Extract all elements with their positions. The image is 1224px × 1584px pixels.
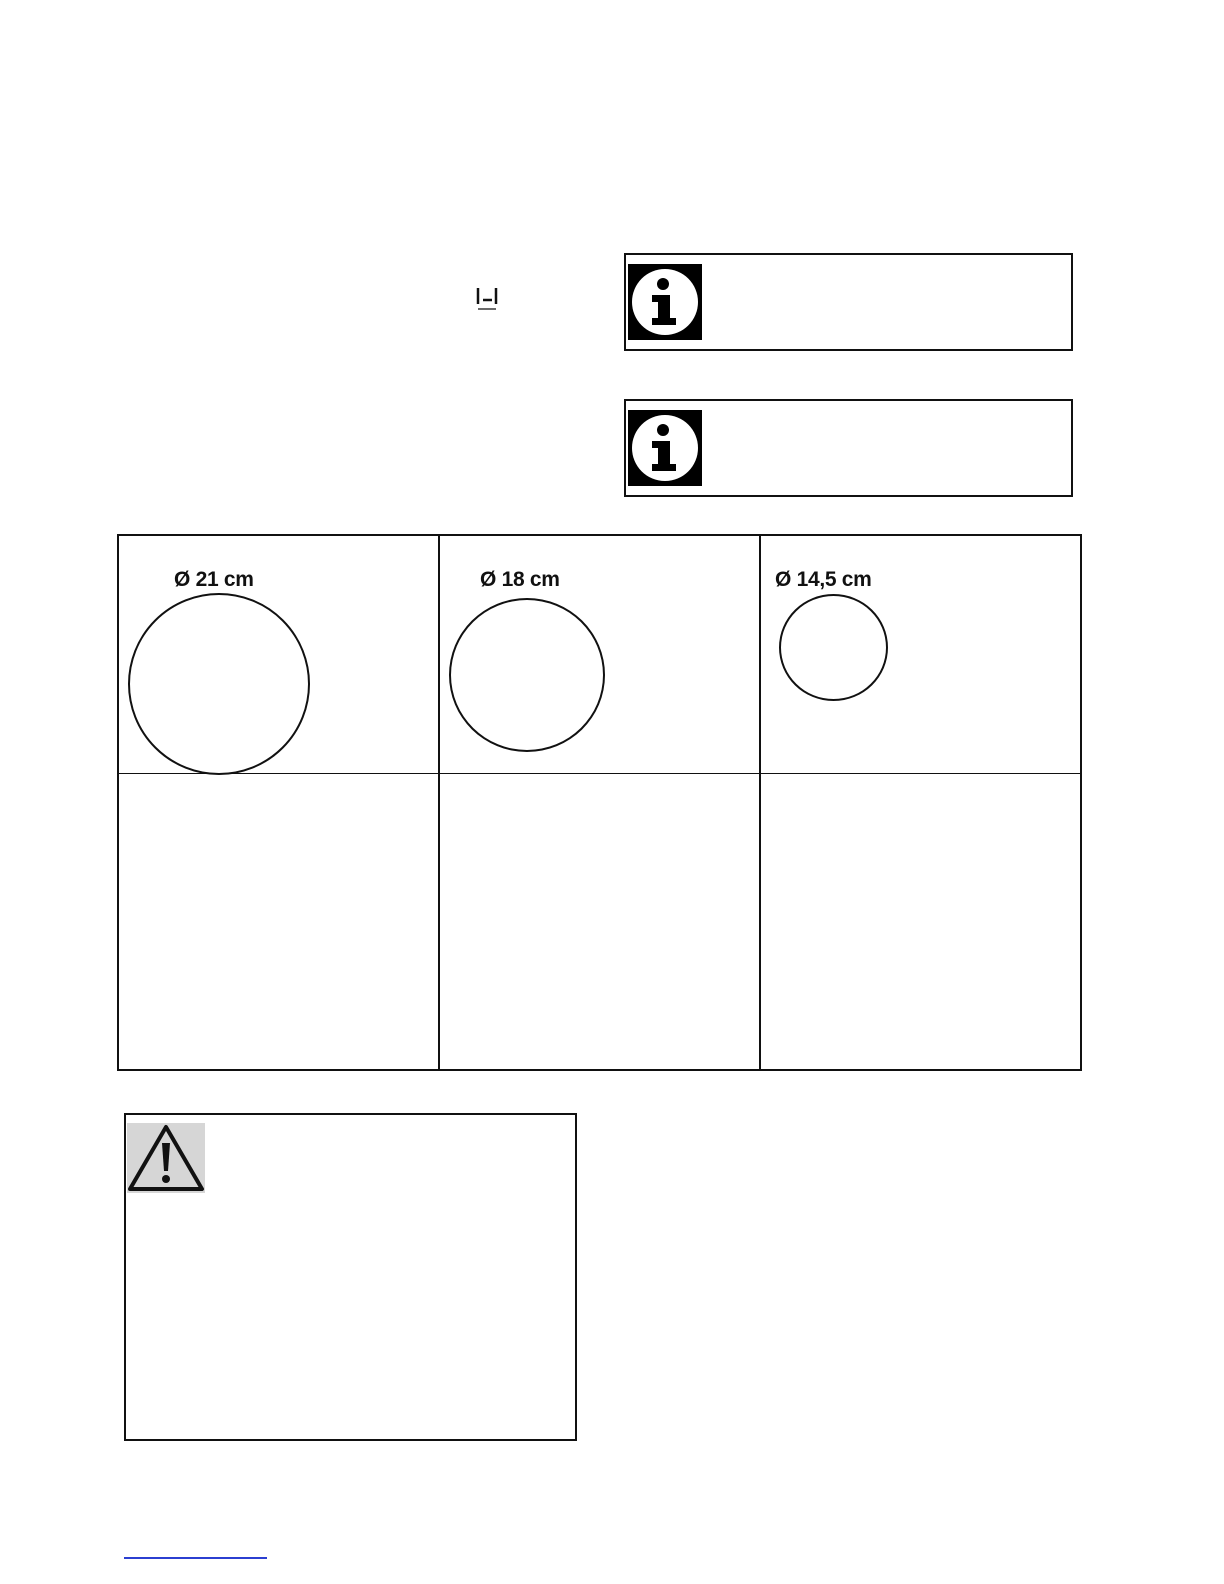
cooking-zone-circle-large xyxy=(128,593,310,775)
cooking-zones-table xyxy=(117,534,1082,1071)
cooking-zone-circle-small xyxy=(779,594,888,701)
info-note-box xyxy=(624,399,1073,497)
zone-label-medium: Ø 18 cm xyxy=(480,568,560,591)
info-icon xyxy=(628,410,702,486)
footer-link-underline xyxy=(124,1557,267,1559)
table-divider xyxy=(438,536,440,1069)
warning-triangle-icon xyxy=(127,1123,205,1193)
cooking-zone-circle-medium xyxy=(449,598,605,752)
table-divider xyxy=(759,536,761,1069)
table-divider xyxy=(119,773,1080,774)
info-note-box xyxy=(624,253,1073,351)
info-icon xyxy=(628,264,702,340)
pot-on-hob-icon xyxy=(474,284,500,312)
warning-note-box xyxy=(124,1113,577,1441)
zone-label-small: Ø 14,5 cm xyxy=(775,568,872,591)
zone-label-large: Ø 21 cm xyxy=(174,568,254,591)
